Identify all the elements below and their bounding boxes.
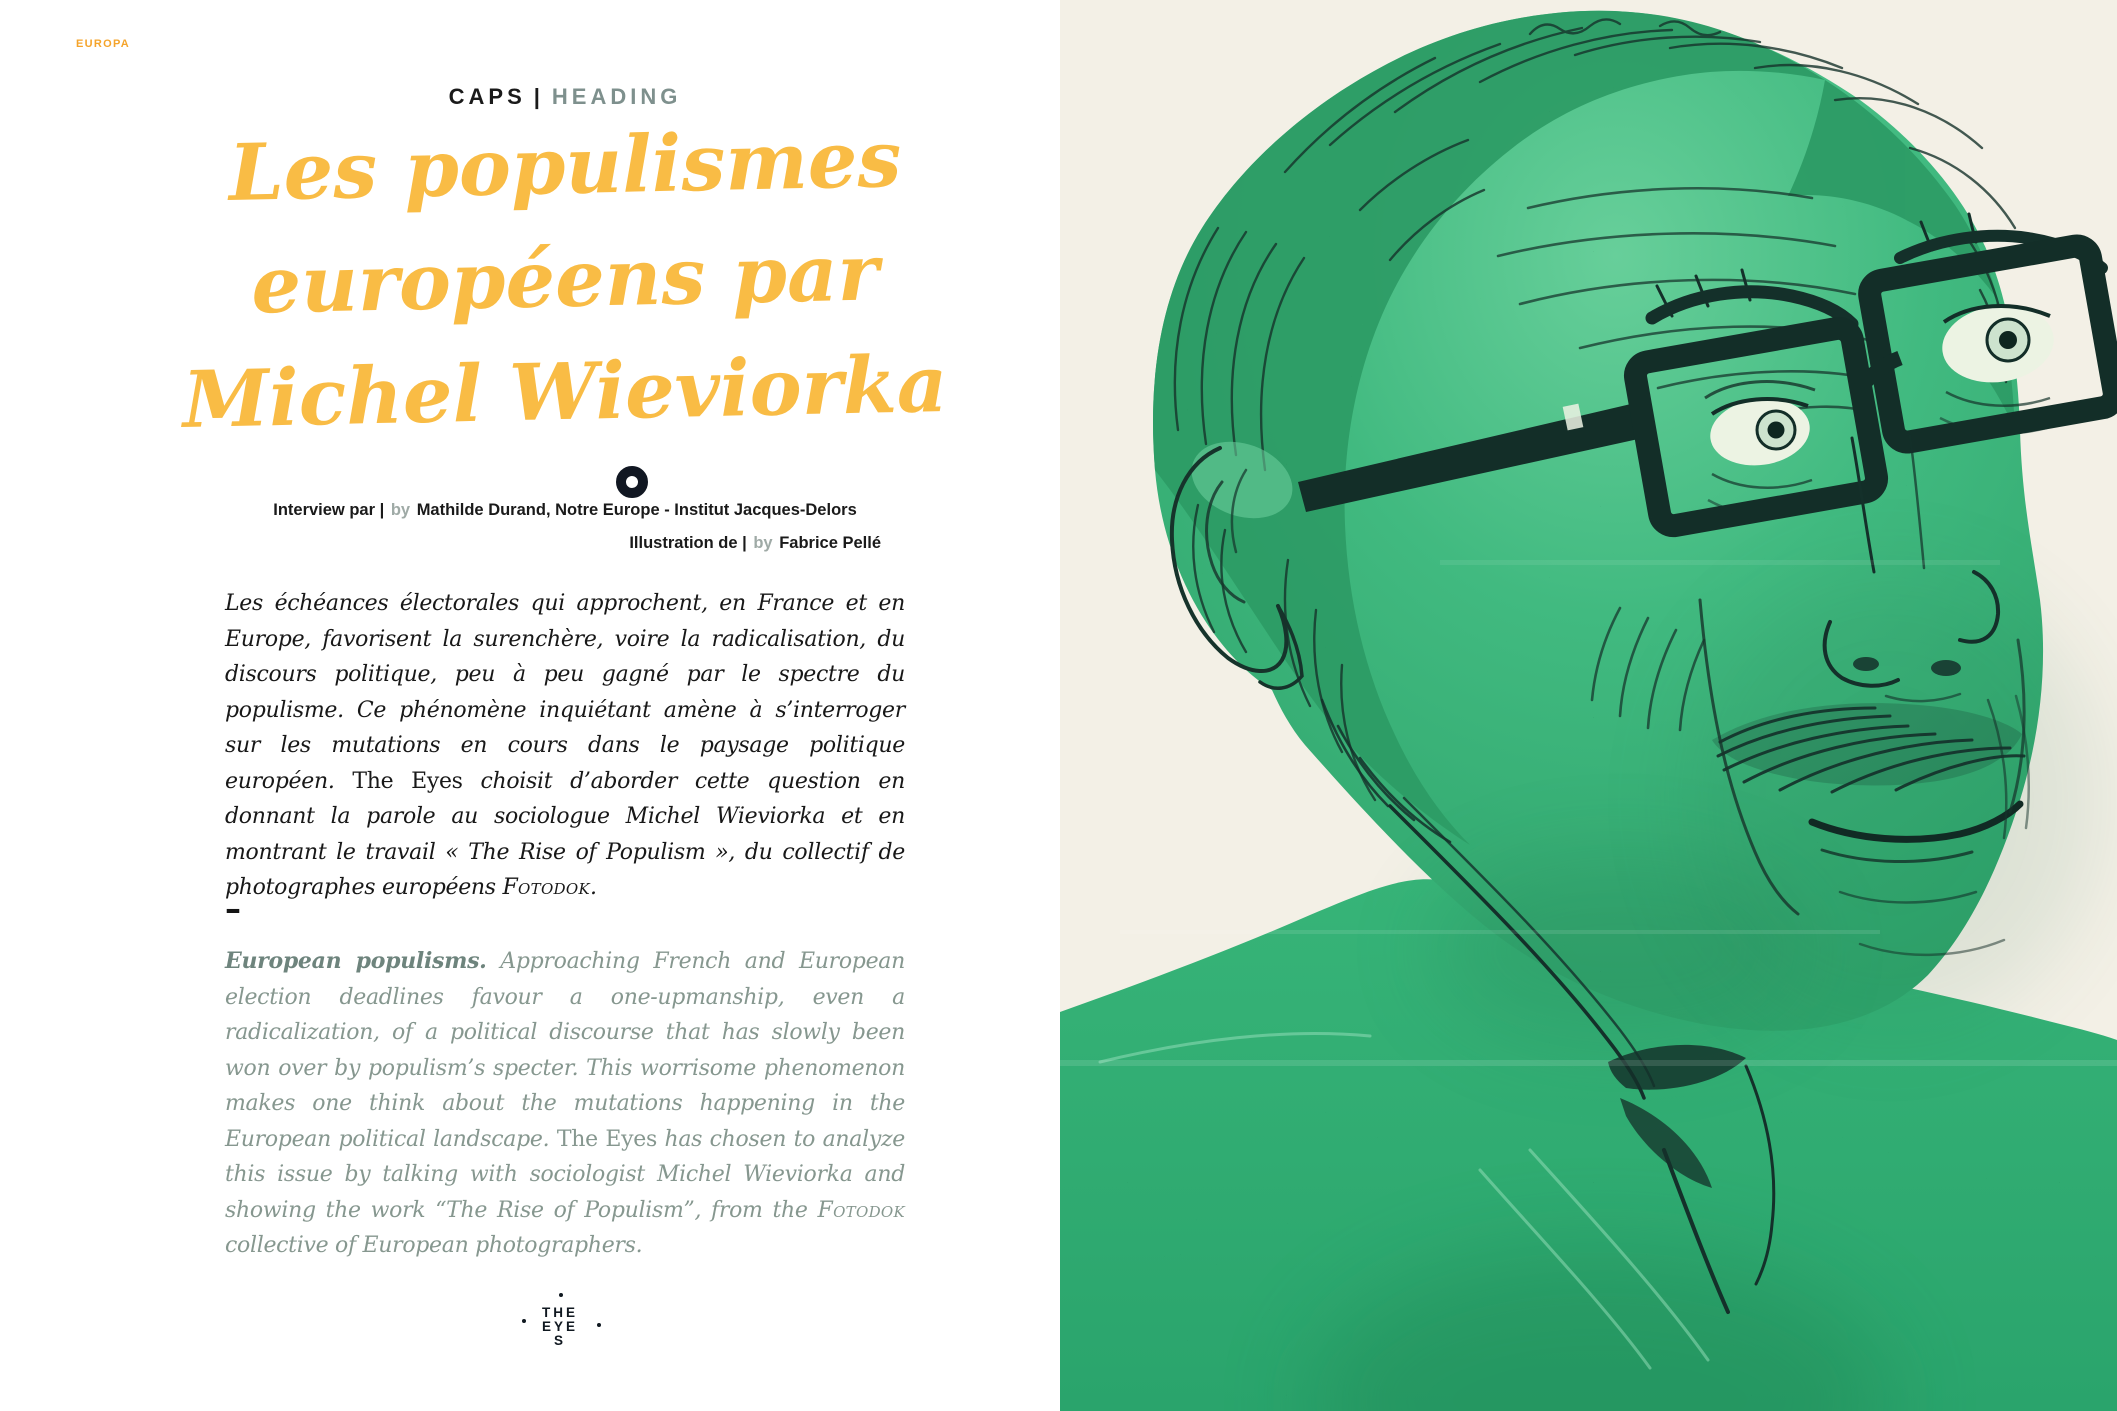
title-line-1: Les populismes <box>227 113 903 220</box>
illustration-credit <box>225 534 905 553</box>
logo-dot-icon <box>522 1319 526 1323</box>
intro-english: European populisms. Approaching French and European election deadlines favour a one-upmanship, even a radicalization, of a political discourse that has slowly been won over by populism’s specter. This worrisome phenomenon makes one think about the mutations happening in the European political landscape. The Eyes has chosen to analyze this issue by talking with sociologist Michel Wieviorka and showing the work “The Rise of Populism”, from the Fotodok collective of European photographers. <box>225 948 905 1258</box>
article-title <box>70 110 1060 449</box>
kicker: EUROPA <box>76 38 131 50</box>
portrait-illustration <box>1060 0 2117 1411</box>
title-line-3: Michel Wieviorka <box>181 339 949 446</box>
ring-dot-icon <box>616 466 648 498</box>
logo-dot-icon <box>597 1323 601 1327</box>
illustration-names: Fabrice Pellé <box>779 534 881 552</box>
logo-line-3: S <box>553 1333 566 1348</box>
the-eyes-logo <box>500 1292 620 1378</box>
interview-by: by <box>390 501 411 519</box>
interview-credit <box>225 501 905 520</box>
illustration-prefix: Illustration de | <box>629 534 747 552</box>
illustration-by: by <box>753 534 773 552</box>
logo-dot-icon <box>559 1293 563 1297</box>
intro-french: Les échéances électorales qui approchent, en France et en Europe, favorisent la surenchère, voire la radicalisation, du discours politique, peu à peu gagné par le spectre du populisme. Ce phénomène inquiétant amène à s’interroger sur les mutations en cours dans le paysage politique européen. The Eyes choisit d’aborder cette question en donnant la parole au sociologue Michel Wieviorka et en montrant le travail « The Rise of Populism », du collectif de photographes européens Fotodok. <box>225 591 905 900</box>
title-line-2: européens par <box>250 227 880 332</box>
section-separator: | <box>533 84 544 109</box>
logo-letters <box>500 1292 620 1348</box>
section-caps: CAPS <box>448 84 526 109</box>
interview-prefix: Interview par | <box>273 501 385 519</box>
credits <box>225 501 905 553</box>
logo-line-2: EYE <box>541 1319 578 1334</box>
interview-names: Mathilde Durand, Notre Europe - Institut Jacques-Delors <box>416 501 857 519</box>
right-page <box>1060 0 2117 1411</box>
paragraph-dash: – <box>225 890 241 928</box>
section-heading: HEADING <box>551 84 682 109</box>
logo-line-1: THE <box>542 1305 578 1320</box>
